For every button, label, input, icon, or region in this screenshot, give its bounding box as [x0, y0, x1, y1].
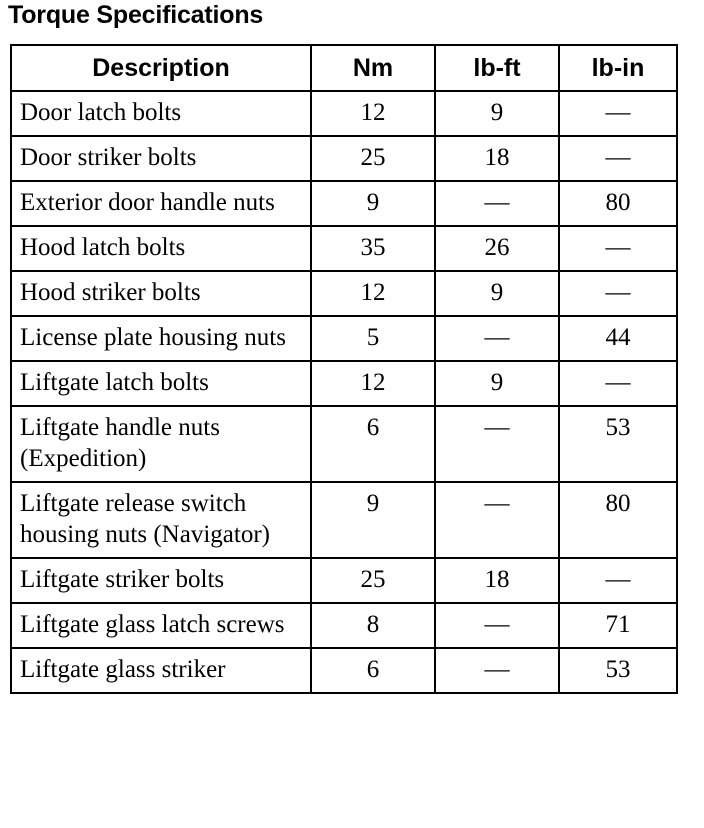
torque-spec-table: [10, 44, 678, 694]
cell-nm: 35: [311, 226, 435, 271]
cell-lbft: 18: [435, 136, 559, 181]
cell-description: Liftgate glass striker: [11, 648, 311, 693]
cell-lbft: 26: [435, 226, 559, 271]
cell-lbin: 53: [559, 406, 677, 482]
cell-lbin: 80: [559, 181, 677, 226]
table-row: [11, 271, 677, 316]
cell-lbft: 18: [435, 558, 559, 603]
cell-lbft: —: [435, 181, 559, 226]
cell-nm: 12: [311, 361, 435, 406]
cell-nm: 8: [311, 603, 435, 648]
cell-lbin: —: [559, 136, 677, 181]
table-row: [11, 648, 677, 693]
cell-description: Hood striker bolts: [11, 271, 311, 316]
cell-lbin: —: [559, 226, 677, 271]
cell-nm: 9: [311, 482, 435, 558]
table-row: [11, 482, 677, 558]
cell-description: Exterior door handle nuts: [11, 181, 311, 226]
cell-description: Liftgate release switch housing nuts (Navigator): [11, 482, 311, 558]
cell-lbin: —: [559, 91, 677, 136]
cell-lbft: —: [435, 406, 559, 482]
column-header-lbin: lb-in: [559, 45, 677, 91]
table-row: [11, 603, 677, 648]
table-row: [11, 558, 677, 603]
cell-nm: 25: [311, 558, 435, 603]
cell-description: Liftgate striker bolts: [11, 558, 311, 603]
cell-nm: 9: [311, 181, 435, 226]
cell-lbin: 53: [559, 648, 677, 693]
cell-nm: 12: [311, 91, 435, 136]
cell-lbin: —: [559, 361, 677, 406]
column-header-description: Description: [11, 45, 311, 91]
cell-nm: 25: [311, 136, 435, 181]
cell-nm: 6: [311, 648, 435, 693]
cell-lbft: 9: [435, 271, 559, 316]
cell-lbft: —: [435, 648, 559, 693]
table-row: [11, 226, 677, 271]
cell-lbft: 9: [435, 91, 559, 136]
column-header-lbft: lb-ft: [435, 45, 559, 91]
cell-lbft: 9: [435, 361, 559, 406]
cell-lbin: 80: [559, 482, 677, 558]
cell-nm: 12: [311, 271, 435, 316]
cell-description: Door latch bolts: [11, 91, 311, 136]
cell-lbin: 44: [559, 316, 677, 361]
cell-nm: 5: [311, 316, 435, 361]
cell-description: Hood latch bolts: [11, 226, 311, 271]
table-row: [11, 406, 677, 482]
table-row: [11, 136, 677, 181]
cell-description: Door striker bolts: [11, 136, 311, 181]
cell-description: Liftgate latch bolts: [11, 361, 311, 406]
cell-lbin: —: [559, 558, 677, 603]
table-row: [11, 316, 677, 361]
page-title: Torque Specifications: [8, 1, 264, 29]
table-row: [11, 181, 677, 226]
cell-description: Liftgate glass latch screws: [11, 603, 311, 648]
table-row: [11, 361, 677, 406]
cell-lbin: 71: [559, 603, 677, 648]
cell-description: Liftgate handle nuts (Expedition): [11, 406, 311, 482]
cell-description: License plate housing nuts: [11, 316, 311, 361]
cell-lbft: —: [435, 603, 559, 648]
cell-nm: 6: [311, 406, 435, 482]
table-header-row: [11, 45, 677, 91]
column-header-nm: Nm: [311, 45, 435, 91]
cell-lbft: —: [435, 316, 559, 361]
cell-lbin: —: [559, 271, 677, 316]
cell-lbft: —: [435, 482, 559, 558]
table-row: [11, 91, 677, 136]
